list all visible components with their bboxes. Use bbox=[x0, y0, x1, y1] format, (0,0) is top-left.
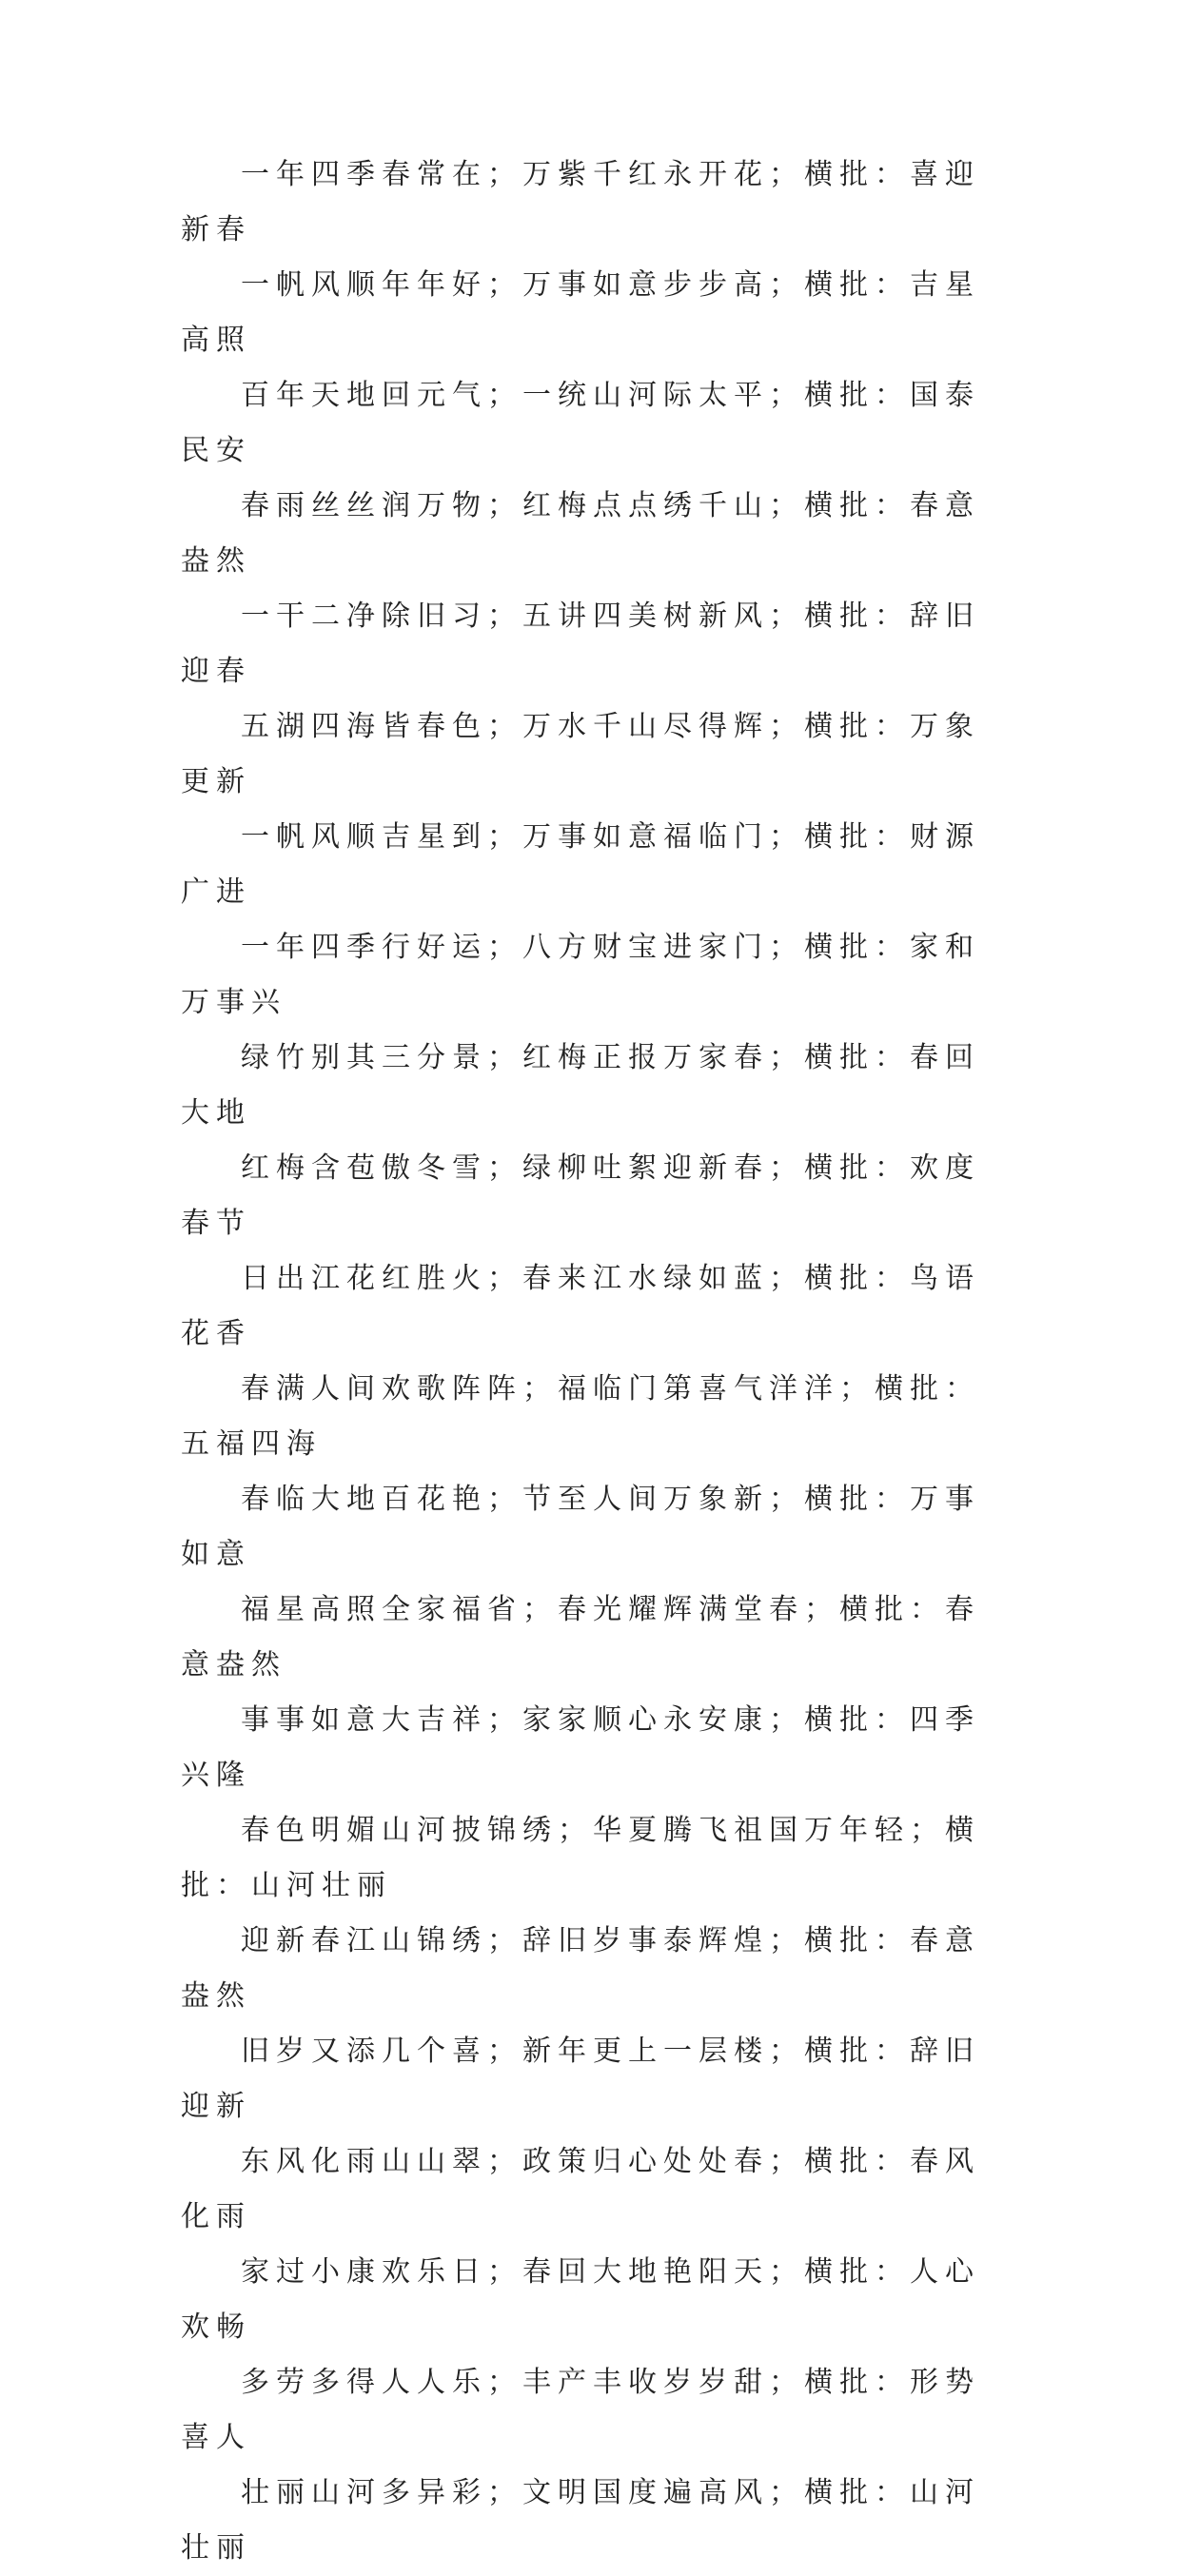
couplet-line: 一干二净除旧习；五讲四美树新风；横批：辞旧迎春 bbox=[181, 600, 980, 688]
couplet-line: 春色明媚山河披锦绣；华夏腾飞祖国万年轻；横批：山河壮丽 bbox=[181, 1814, 980, 1902]
couplet-line: 五湖四海皆春色；万水千山尽得辉；横批：万象更新 bbox=[181, 710, 980, 798]
couplet-list bbox=[181, 147, 999, 2576]
couplet-line: 事事如意大吉祥；家家顺心永安康；横批：四季兴隆 bbox=[181, 1703, 980, 1792]
couplet-line: 家过小康欢乐日；春回大地艳阳天；横批：人心欢畅 bbox=[181, 2255, 980, 2344]
couplet-line: 壮丽山河多异彩；文明国度遍高风；横批：山河壮丽 bbox=[181, 2476, 980, 2565]
couplet-line: 东风化雨山山翠；政策归心处处春；横批：春风化雨 bbox=[181, 2145, 980, 2233]
couplet-line: 福星高照全家福省；春光耀辉满堂春；横批：春意盎然 bbox=[181, 1593, 980, 1681]
couplet-line: 红梅含苞傲冬雪；绿柳吐絮迎新春；横批：欢度春节 bbox=[181, 1151, 980, 1240]
couplet-line: 迎新春江山锦绣；辞旧岁事泰辉煌；横批：春意盎然 bbox=[181, 1924, 980, 2013]
couplet-line: 百年天地回元气；一统山河际太平；横批：国泰民安 bbox=[181, 379, 980, 467]
couplet-line: 春临大地百花艳；节至人间万象新；横批：万事如意 bbox=[181, 1483, 980, 1571]
couplet-line: 春雨丝丝润万物；红梅点点绣千山；横批：春意盎然 bbox=[181, 489, 980, 578]
couplet-line: 一年四季行好运；八方财宝进家门；横批：家和万事兴 bbox=[181, 931, 980, 1019]
couplet-line: 绿竹别其三分景；红梅正报万家春；横批：春回大地 bbox=[181, 1041, 980, 1130]
couplet-line: 多劳多得人人乐；丰产丰收岁岁甜；横批：形势喜人 bbox=[181, 2366, 980, 2454]
couplet-line: 日出江花红胜火；春来江水绿如蓝；横批：鸟语花香 bbox=[181, 1262, 980, 1350]
couplet-line: 一帆风顺吉星到；万事如意福临门；横批：财源广进 bbox=[181, 820, 980, 909]
couplet-line: 一年四季春常在；万紫千红永开花；横批：喜迎新春 bbox=[181, 158, 980, 246]
couplet-line: 一帆风顺年年好；万事如意步步高；横批：吉星高照 bbox=[181, 268, 980, 357]
couplet-line: 旧岁又添几个喜；新年更上一层楼；横批：辞旧迎新 bbox=[181, 2035, 980, 2123]
couplet-line: 春满人间欢歌阵阵；福临门第喜气洋洋；横批：五福四海 bbox=[181, 1372, 980, 1461]
